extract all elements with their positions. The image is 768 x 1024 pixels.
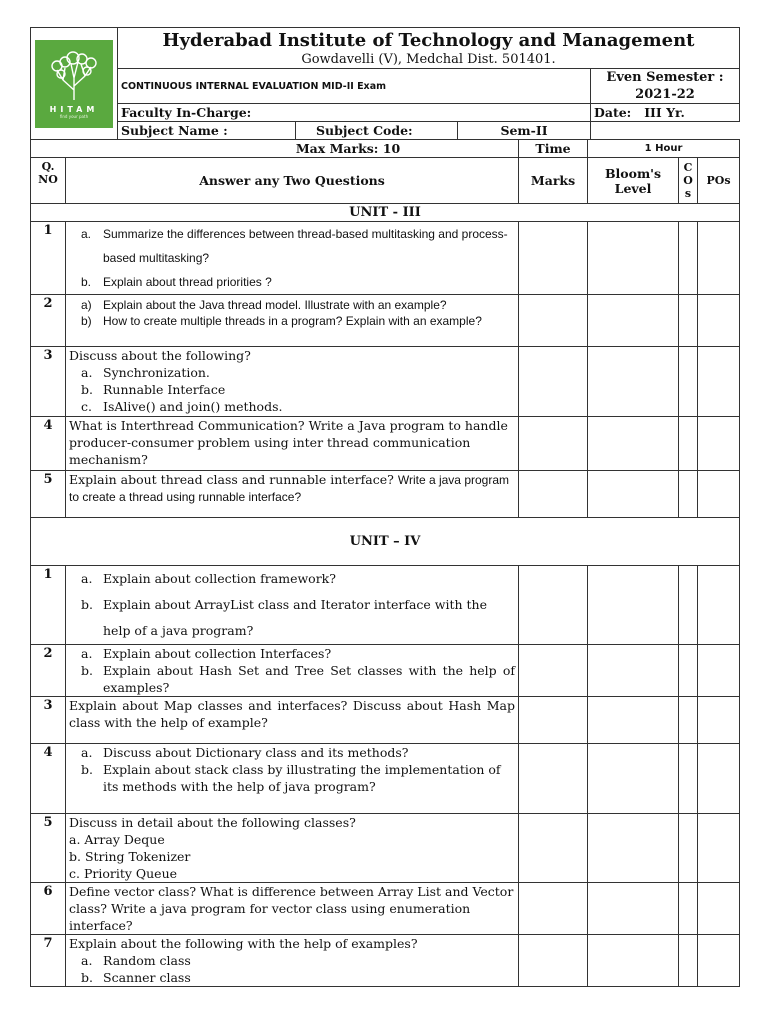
question-text: a. Array Deque xyxy=(69,832,165,847)
col-pos: POs xyxy=(698,158,740,204)
item-label: b. xyxy=(81,762,93,777)
institute-cell xyxy=(118,28,740,69)
item-label: a) xyxy=(81,298,92,312)
question-number: 2 xyxy=(31,645,66,697)
table-row xyxy=(31,814,740,883)
question-text: Scanner class xyxy=(103,970,191,985)
question-number: 3 xyxy=(31,347,66,417)
table-row xyxy=(31,347,740,417)
table-row xyxy=(31,697,740,744)
question-text: Explain about thread class and runnable interface? xyxy=(69,472,394,487)
question-text: Explain about thread priorities ? xyxy=(103,275,272,289)
question-number: 1 xyxy=(31,566,66,645)
time-label: Time xyxy=(519,140,588,158)
question-text: How to create multiple threads in a program? Explain with an example? xyxy=(103,314,482,328)
unit-4-title: UNIT – IV xyxy=(31,518,740,566)
item-label: b. xyxy=(81,663,93,678)
faculty-label: Faculty In-Charge: xyxy=(118,104,591,122)
item-label: a. xyxy=(81,227,92,241)
question-text: Summarize the differences between thread-based multitasking and process-based multitasking? xyxy=(103,227,508,265)
question-text: Explain about Map classes and interfaces? Discuss about Hash Map class with the help of example? xyxy=(66,697,519,744)
item-label: a. xyxy=(81,745,93,760)
question-text: Explain about the Java thread model. Illustrate with an example? xyxy=(103,298,447,312)
col-marks: Marks xyxy=(519,158,588,204)
question-text: Synchronization. xyxy=(103,365,210,380)
question-text: Explain about collection framework? xyxy=(103,571,336,586)
question-text: Runnable Interface xyxy=(103,382,226,397)
question-text: Discuss in detail about the following classes? xyxy=(69,815,356,830)
exam-title: CONTINUOUS INTERNAL EVALUATION MID-II Exam xyxy=(118,69,591,104)
col-blooms: Bloom's Level xyxy=(588,158,679,204)
table-row xyxy=(31,295,740,347)
hitam-logo xyxy=(35,40,113,128)
time-value: 1 Hour xyxy=(588,140,740,158)
item-label: b. xyxy=(81,275,92,289)
table-row xyxy=(31,935,740,987)
question-text: What is Interthread Communication? Write a Java program to handle producer-consumer problem using inter thread communication mechanism? xyxy=(66,417,519,471)
unit-3-title: UNIT - III xyxy=(31,204,740,222)
item-label: a. xyxy=(81,953,93,968)
question-text: Explain about ArrayList class and Iterator interface with the help of a java program? xyxy=(103,597,488,638)
subject-name-label: Subject Name : xyxy=(118,122,296,140)
header-table xyxy=(30,27,740,140)
question-text: Explain about collection Interfaces? xyxy=(103,646,332,661)
question-number: 4 xyxy=(31,417,66,471)
exam-paper xyxy=(30,27,739,987)
question-text: Random class xyxy=(103,953,191,968)
subject-code-label: Subject Code: xyxy=(296,122,458,140)
item-label: b) xyxy=(81,314,92,328)
item-label: a. xyxy=(81,571,93,586)
item-label: a. xyxy=(81,365,93,380)
item-label: b. xyxy=(81,597,93,612)
table-row xyxy=(31,744,740,814)
logo-cell xyxy=(31,28,118,140)
table-row xyxy=(31,883,740,935)
question-text: Explain about the following with the help of examples? xyxy=(69,936,418,951)
table-row xyxy=(31,417,740,471)
question-number: 5 xyxy=(31,471,66,518)
question-number: 2 xyxy=(31,295,66,347)
col-question: Answer any Two Questions xyxy=(66,158,519,204)
questions-table xyxy=(30,139,740,987)
date-label: Date: xyxy=(591,104,740,122)
item-label: b. xyxy=(81,970,93,985)
table-row xyxy=(31,222,740,295)
question-text: Define vector class? What is difference between Array List and Vector class? Write a java program for vector class using enumeration interface? xyxy=(66,883,519,935)
question-text: Write a java program to create a thread using runnable interface? xyxy=(69,473,509,504)
question-number: 6 xyxy=(31,883,66,935)
question-text: Discuss about the following? xyxy=(69,348,251,363)
table-row xyxy=(31,645,740,697)
logo-tagline: find your path xyxy=(59,113,89,119)
question-text: IsAlive() and join() methods. xyxy=(103,399,283,414)
table-row xyxy=(31,566,740,645)
logo-text: HITAM xyxy=(49,104,99,114)
question-number: 1 xyxy=(31,222,66,295)
question-text: Discuss about Dictionary class and its methods? xyxy=(103,745,409,760)
max-marks: Max Marks: 10 xyxy=(31,140,519,158)
institute-address: Gowdavelli (V), Medchal Dist. 501401. xyxy=(301,52,556,67)
question-text: Explain about stack class by illustrating the implementation of its methods with the help of java program? xyxy=(103,762,501,794)
year-value: III Yr. xyxy=(644,105,685,120)
question-text: b. String Tokenizer xyxy=(69,849,191,864)
col-qno: Q. NO xyxy=(31,158,66,204)
table-row xyxy=(31,471,740,518)
institute-name: Hyderabad Institute of Technology and Management xyxy=(162,30,695,51)
item-label: b. xyxy=(81,382,93,397)
question-text: c. Priority Queue xyxy=(69,866,178,881)
sem-value: Sem-II xyxy=(458,122,591,140)
semester-label: Even Semester : 2021-22 xyxy=(591,69,740,104)
col-cos: C O s xyxy=(679,158,698,204)
question-text: Explain about Hash Set and Tree Set classes with the help of examples? xyxy=(103,663,516,695)
question-number: 3 xyxy=(31,697,66,744)
question-number: 4 xyxy=(31,744,66,814)
item-label: a. xyxy=(81,646,93,661)
item-label: c. xyxy=(81,399,92,414)
question-number: 7 xyxy=(31,935,66,987)
question-number: 5 xyxy=(31,814,66,883)
